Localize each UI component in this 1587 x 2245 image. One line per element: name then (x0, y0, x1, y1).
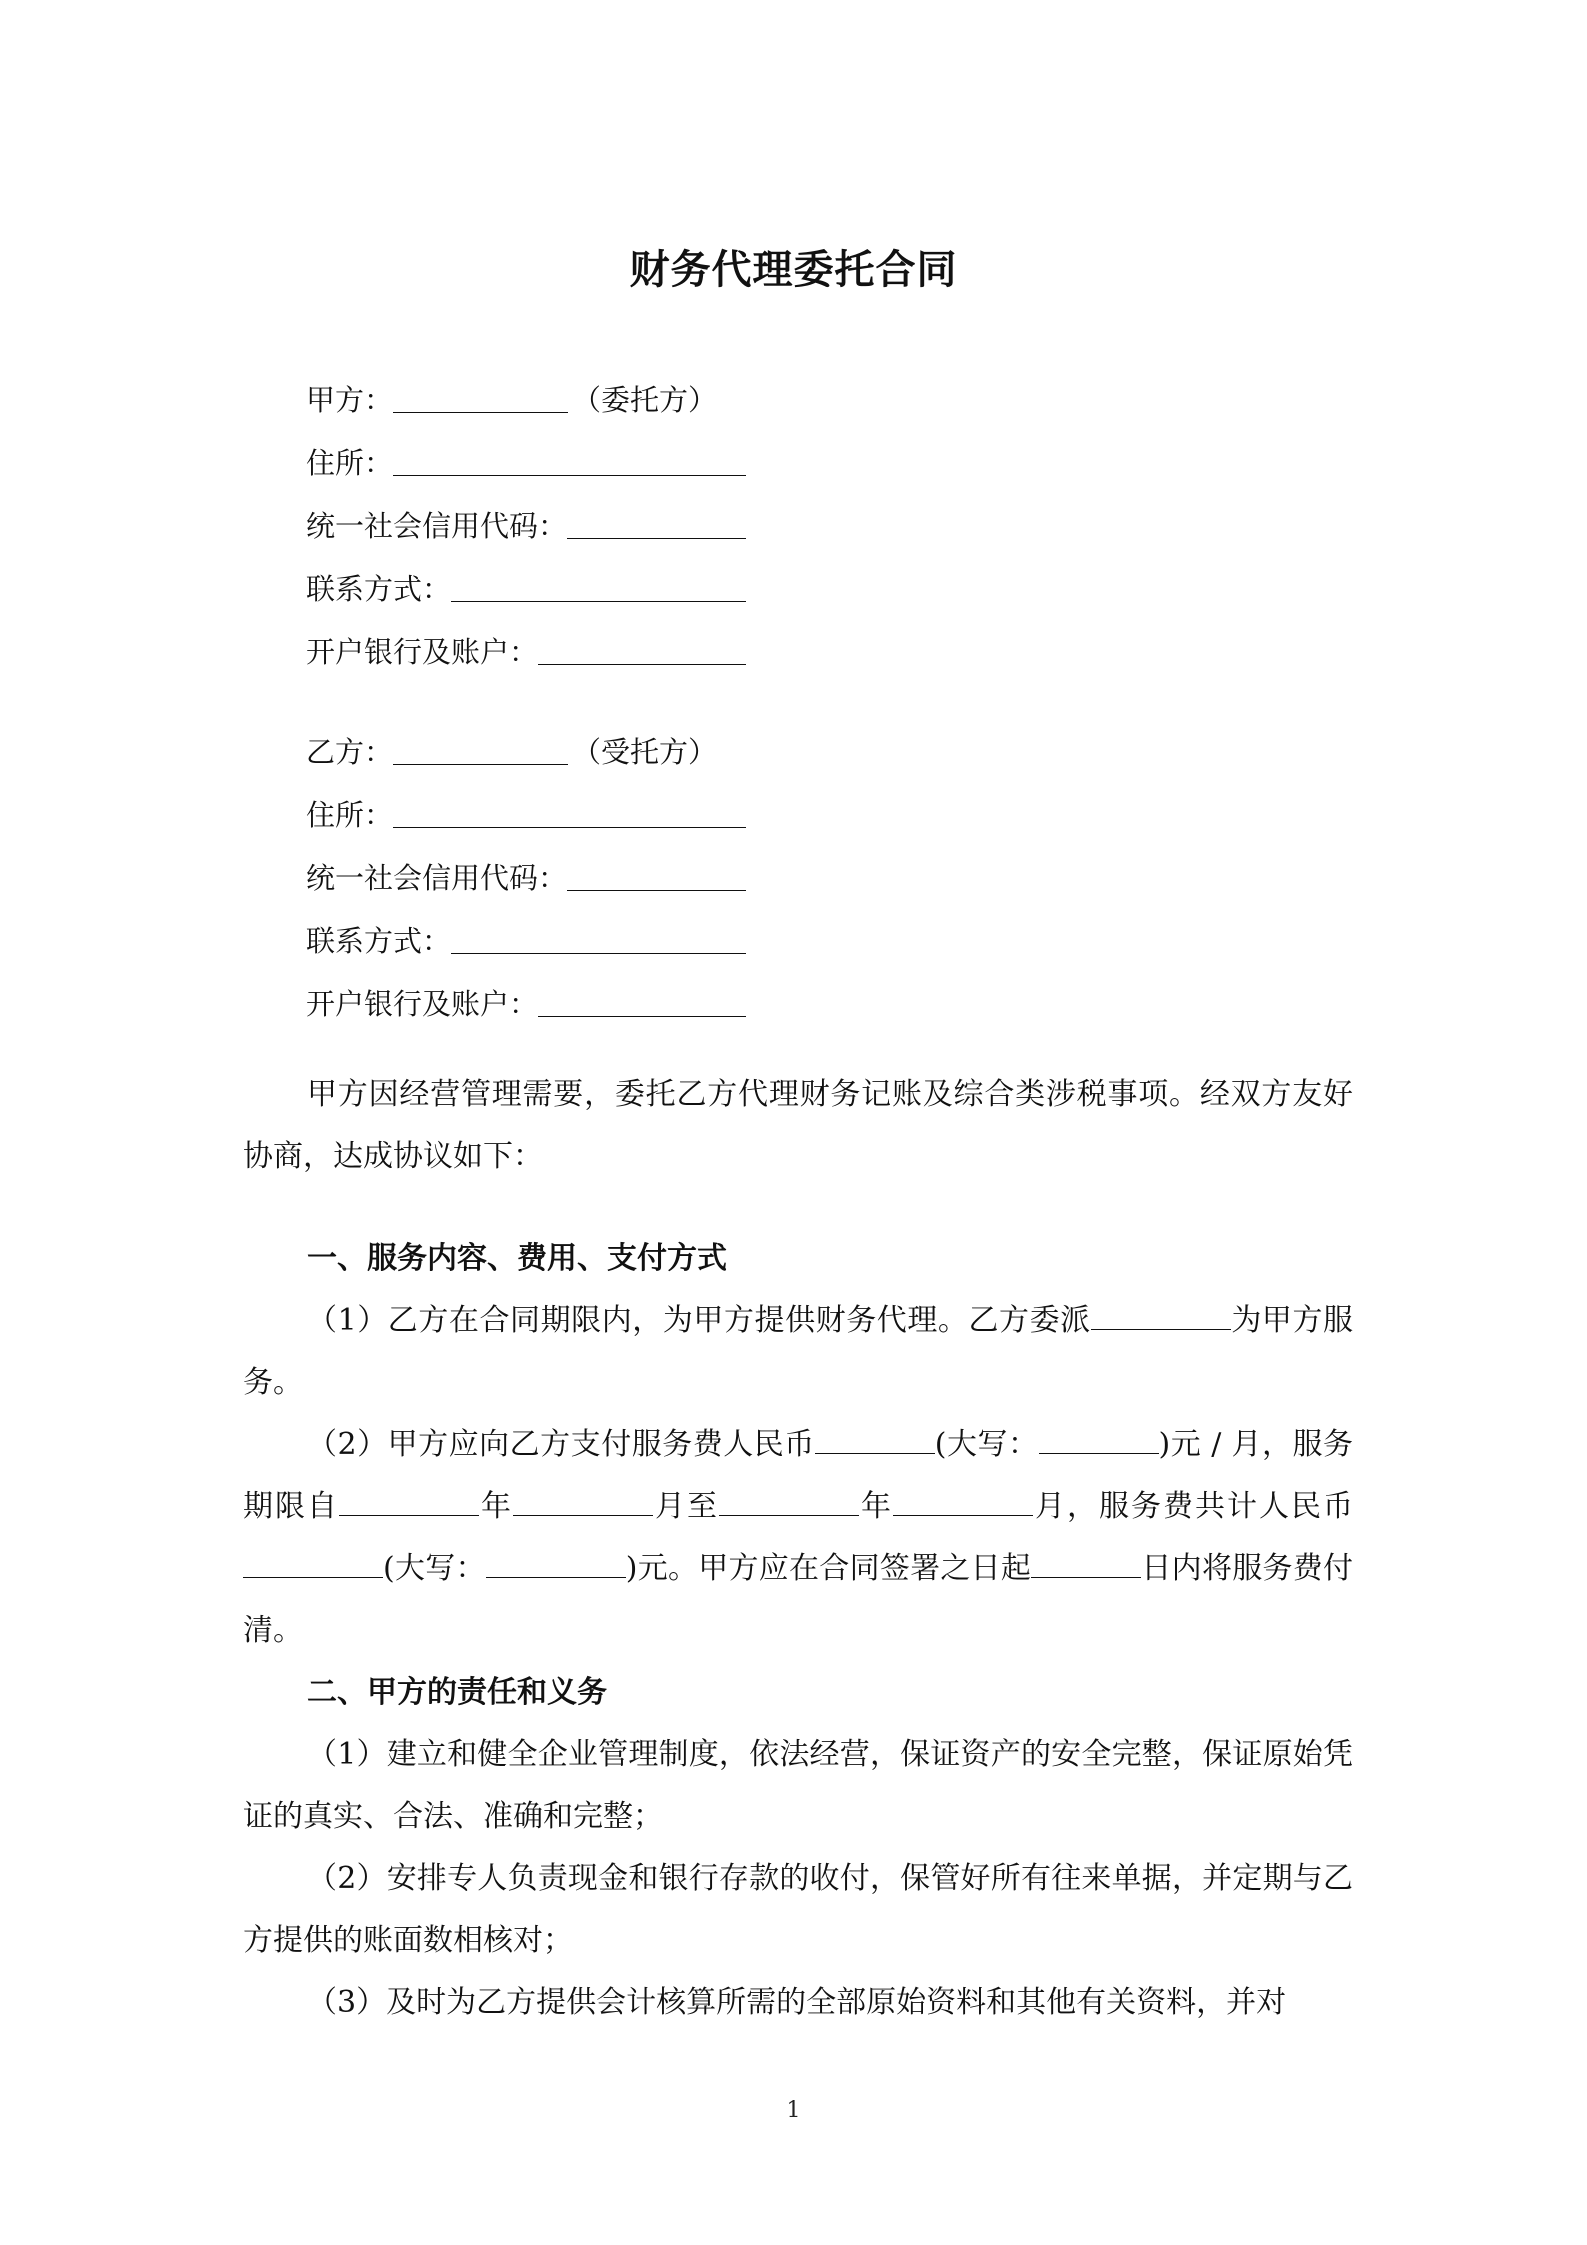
intro-paragraph: 甲方因经营管理需要，委托乙方代理财务记账及综合类涉税事项。经双方友好协商，达成协议如下： (243, 1077, 1353, 1174)
section-2-item-1: （1）建立和健全企业管理制度，依法经营，保证资产的安全完整，保证原始凭证的真实、合法、准确和完整； (243, 1737, 1353, 1834)
party-a-credit-code-blank (567, 537, 746, 539)
party-b-contact-label: 联系方式： (306, 924, 452, 958)
section-2-item-2: （2）安排专人负责现金和银行存款的收付，保管好所有往来单据，并定期与乙方提供的账面数相核对； (243, 1861, 1353, 1958)
party-b-block (306, 712, 746, 1027)
party-b-bank-label: 开户银行及账户： (306, 987, 539, 1021)
party-a-contact-field (306, 549, 746, 612)
section-1-item-2-text-g: 月，服务费共计人民币 (1033, 1489, 1353, 1524)
section-1-item-2-text-e: 月至 (653, 1489, 719, 1524)
party-a-credit-code-field (306, 486, 746, 549)
fill-blank (1039, 1425, 1159, 1454)
fill-blank (339, 1487, 479, 1516)
party-a-name-field (306, 360, 746, 423)
party-b-name-label: 乙方： (306, 735, 394, 769)
party-a-contact-blank (451, 600, 746, 602)
party-a-name-label: 甲方： (306, 383, 394, 417)
section-1-item-1-text-b: 为甲方服务。 (243, 1303, 1354, 1400)
fill-blank (815, 1425, 935, 1454)
section-1-item-2-text-j: 日内将服务费付清。 (243, 1551, 1353, 1648)
section-1-item-2-text-a: （2）甲方应向乙方支付服务费人民币 (307, 1427, 815, 1462)
fill-blank (243, 1549, 383, 1578)
party-b-credit-code-field (306, 838, 746, 901)
party-a-name-blank (393, 411, 568, 413)
party-b-role: （受托方） (572, 735, 718, 769)
party-b-address-field (306, 775, 746, 838)
fill-blank (1091, 1301, 1231, 1330)
party-b-address-label: 住所： (306, 798, 394, 832)
document-title: 财务代理委托合同 (629, 246, 958, 293)
party-b-contact-blank (451, 952, 746, 954)
fill-blank (893, 1487, 1033, 1516)
section-1-item-2-text-f: 年 (859, 1489, 893, 1524)
party-b-name-blank (393, 763, 568, 765)
section-2-heading: 二、甲方的责任和义务 (307, 1675, 607, 1710)
section-1-item-2-text-d: 年 (479, 1489, 513, 1524)
party-a-address-label: 住所： (306, 446, 394, 480)
fill-blank (1031, 1549, 1141, 1578)
party-b-address-blank (393, 826, 746, 828)
fill-blank (486, 1549, 626, 1578)
contract-body (243, 1064, 1353, 2034)
party-a-block (306, 360, 746, 675)
party-a-contact-label: 联系方式： (306, 572, 452, 606)
page-number: 1 (786, 2098, 801, 2123)
party-b-name-field (306, 712, 746, 775)
party-b-contact-field (306, 901, 746, 964)
party-a-bank-label: 开户银行及账户： (306, 635, 539, 669)
party-b-credit-code-blank (567, 889, 746, 891)
section-1-item-2-text-b: (大写： (934, 1427, 1039, 1462)
section-1-item-2-text-h: (大写： (383, 1551, 486, 1586)
section-1-item-1-text-a: （1）乙方在合同期限内，为甲方提供财务代理。乙方委派 (307, 1303, 1091, 1338)
fill-blank (719, 1487, 859, 1516)
party-a-bank-blank (538, 663, 746, 665)
section-1-item-2 (243, 1414, 1353, 1662)
section-1-heading: 一、服务内容、费用、支付方式 (307, 1241, 727, 1276)
party-b-bank-field (306, 964, 746, 1027)
party-b-bank-blank (538, 1015, 746, 1017)
section-2-item-3: （3）及时为乙方提供会计核算所需的全部原始资料和其他有关资料，并对 (307, 1985, 1287, 2020)
party-a-address-field (306, 423, 746, 486)
section-1-item-2-text-i: )元。甲方应在合同签署之日起 (625, 1551, 1032, 1586)
section-1-item-2-text-c: )元 / 月，服务期限自 (243, 1427, 1353, 1524)
party-b-credit-code-label: 统一社会信用代码： (306, 861, 568, 895)
party-a-credit-code-label: 统一社会信用代码： (306, 509, 568, 543)
spacer (243, 1188, 1353, 1228)
section-1-item-1 (243, 1290, 1353, 1414)
party-a-role: （委托方） (572, 383, 718, 417)
party-a-bank-field (306, 612, 746, 675)
fill-blank (513, 1487, 653, 1516)
party-a-address-blank (393, 474, 746, 476)
